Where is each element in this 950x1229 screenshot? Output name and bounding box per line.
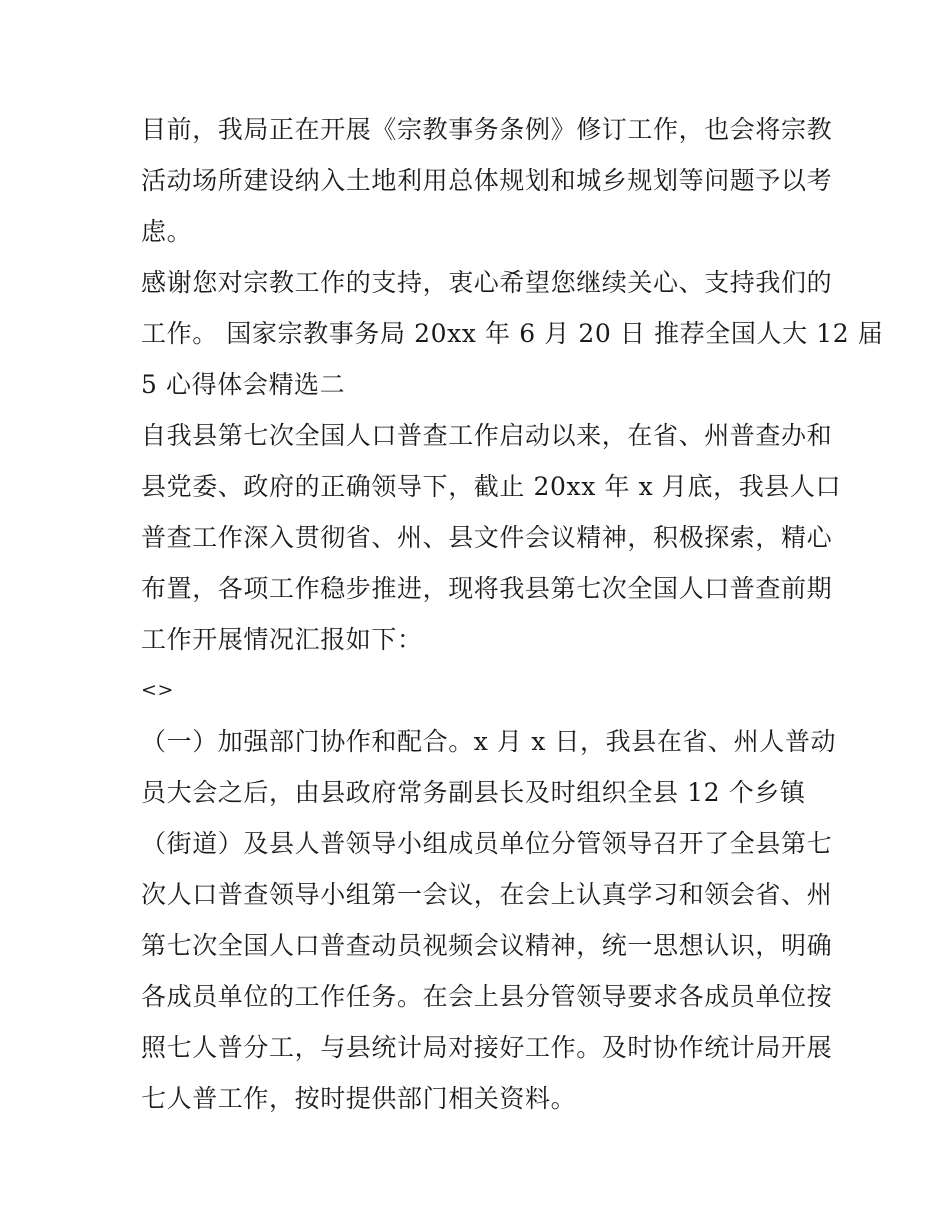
text-line: 工作开展情况汇报如下： [141,625,423,654]
text-line: 布置，各项工作稳步推进，现将我县第七次全国人口普查前期 [141,574,833,603]
text-line: 自我县第七次全国人口普查工作启动以来，在省、州普查办和 [141,421,833,450]
text-line: 七人普工作，按时提供部门相关资料。 [141,1084,577,1113]
text-line: 各成员单位的工作任务。在会上县分管领导要求各成员单位按 [141,982,833,1011]
text-line: 5 心得体会精选二 [141,370,346,399]
text-line: 县党委、政府的正确领导下，截止 20xx 年 x 月底，我县人口 [141,472,842,501]
document-body [141,104,884,1124]
text-line: 感谢您对宗教工作的支持，衷心希望您继续关心、支持我们的 [141,268,833,297]
text-line: 照七人普分工，与县统计局对接好工作。及时协作统计局开展 [141,1033,833,1062]
text-line: 活动场所建设纳入土地利用总体规划和城乡规划等问题予以考 [141,166,833,195]
text-line: 普查工作深入贯彻省、州、县文件会议精神，积极探索，精心 [141,523,833,552]
text-line: （一）加强部门协作和配合。x 月 x 日，我县在省、州人普动 [141,727,837,756]
text-line: 员大会之后，由县政府常务副县长及时组织全县 12 个乡镇 [141,778,806,807]
text-line: 工作。 国家宗教事务局 20xx 年 6 月 20 日 推荐全国人大 12 届 [141,319,884,348]
text-line: 次人口普查领导小组第一会议，在会上认真学习和领会省、州 [141,880,833,909]
text-line: （街道）及县人普领导小组成员单位分管领导召开了全县第七 [141,829,833,858]
text-line: <> [141,679,175,701]
text-line: 目前，我局正在开展《宗教事务条例》修订工作，也会将宗教 [141,115,833,144]
text-line: 虑。 [141,217,193,246]
text-line: 第七次全国人口普查动员视频会议精神，统一思想认识，明确 [141,931,833,960]
